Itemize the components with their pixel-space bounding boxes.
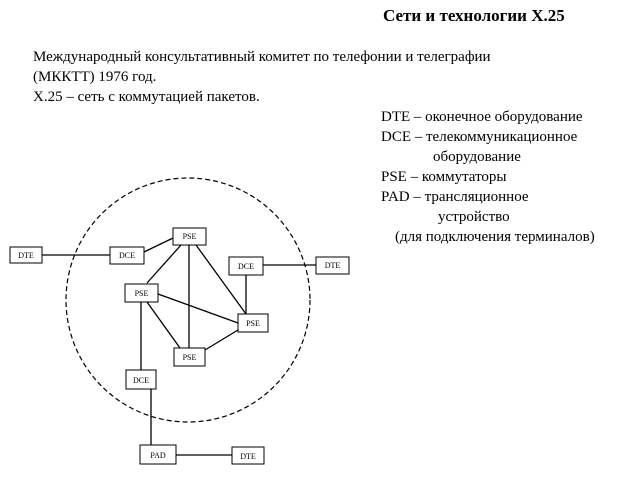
node-dce-left [110,247,144,264]
legend-pad-note: (для подключения терминалов) [395,229,595,245]
link-pse-left-pse-right [158,294,238,323]
legend-dce-cont: оборудование [433,149,521,165]
node-label: DCE [119,251,135,260]
node-pse-bottom [174,348,205,366]
link-pse-top-pse-right [196,245,246,314]
node-label: DTE [240,452,256,461]
intro-line: X.25 – сеть с коммутацией пакетов. [33,89,260,105]
link-pse-left-pse-bottom [147,302,180,348]
node-label: DCE [238,262,254,271]
node-pse-left [125,284,158,302]
node-label: PSE [134,289,149,298]
link-dce-pse-top [144,238,173,252]
node-dte-left [10,247,42,263]
node-label: PSE [182,232,197,241]
node-pad [140,445,176,464]
link-pse-bottom-pse-right [205,330,238,350]
legend-pad-cont: устройство [438,209,510,225]
network-boundary [66,178,310,422]
intro-line: Международный консультативный комитет по телефонии и телеграфии [33,49,491,65]
legend-dte: DTE – оконечное оборудование [381,109,583,125]
link-pse-top-pse-left [147,245,181,283]
node-label: PSE [182,353,197,362]
legend-dce: DCE – телекоммуникационное [381,129,578,145]
node-pse-right [238,314,268,332]
node-label: PSE [246,319,260,328]
node-label: DTE [324,261,341,270]
legend-pse: PSE – коммутаторы [381,169,507,185]
node-dte-right [316,257,349,274]
node-pse-top [173,228,206,245]
page-title: Сети и технологии X.25 [383,6,565,25]
node-dce-right [229,257,263,275]
network-links [42,238,316,455]
node-label: PAD [150,451,166,460]
node-label: DTE [18,251,34,260]
node-label: DCE [133,376,149,385]
intro-line: (МККТТ) 1976 год. [33,69,157,85]
node-dte-bottom [232,447,264,464]
legend-pad: PAD – трансляционное [381,189,529,205]
node-dce-bottom [126,370,156,389]
